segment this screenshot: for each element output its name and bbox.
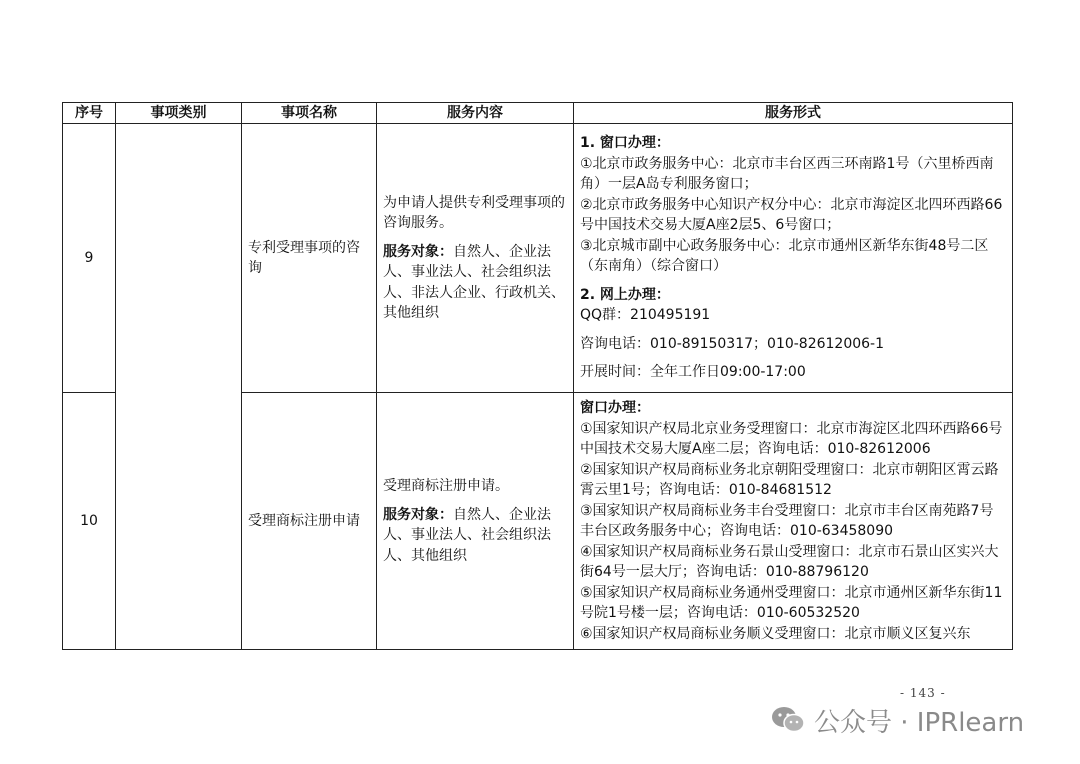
- form-hours: 开展时间：全年工作日09:00-17:00: [580, 364, 806, 381]
- form-qq: QQ群：210495191: [580, 307, 711, 324]
- header-name: 事项名称: [242, 103, 377, 124]
- row-name: 专利受理事项的咨询: [242, 124, 377, 393]
- form-line: ③国家知识产权局商标业务丰台受理窗口：北京市丰台区南苑路7号丰台区政务服务中心；咨询电话：010-63458090: [580, 502, 994, 539]
- form-line: ③北京城市副中心政务服务中心：北京市通州区新华东街48号二区（东南角）（综合窗口）: [580, 237, 989, 275]
- form-section-title: 1. 窗口办理：: [580, 135, 670, 152]
- form-line: ②北京市政务服务中心知识产权分中心：北京市海淀区北四环西路66号中国技术交易大厦A座2层5、6号窗口；: [580, 196, 1003, 234]
- form-line: ④国家知识产权局商标业务石景山受理窗口：北京市石景山区实兴大街64号一层大厅；咨询电话：010-88796120: [580, 543, 999, 580]
- table-row: [63, 124, 1013, 393]
- row-content: [377, 124, 574, 393]
- header-content: 服务内容: [377, 103, 574, 124]
- object-label: 服务对象：: [383, 506, 453, 523]
- object-text: 自然人、企业法人、事业法人、社会组织法人、其他组织: [383, 506, 551, 564]
- form-line: ①国家知识产权局北京业务受理窗口：北京市海淀区北四环西路66号中国技术交易大厦A座二层；咨询电话：010-82612006: [580, 420, 1003, 457]
- form-section-title: 2. 网上办理：: [580, 286, 670, 303]
- header-no: 序号: [63, 103, 116, 124]
- form-section-title: 窗口办理：: [580, 400, 650, 416]
- content-object: [383, 242, 567, 324]
- table-header-row: [63, 103, 1013, 124]
- category-cell: [116, 124, 242, 650]
- form-line: ⑤国家知识产权局商标业务通州受理窗口：北京市通州区新华东街11号院1号楼一层；咨询电话：010-60532520: [580, 584, 1003, 621]
- form-line: ②国家知识产权局商标业务北京朝阳受理窗口：北京市朝阳区霄云路霄云里1号；咨询电话：010-84681512: [580, 461, 999, 498]
- row-form: [574, 124, 1013, 393]
- form-line: ⑥国家知识产权局商标业务顺义受理窗口：北京市顺义区复兴东: [580, 625, 971, 642]
- header-category: 事项类别: [116, 103, 242, 124]
- content-intro: 为申请人提供专利受理事项的咨询服务。: [383, 194, 565, 231]
- watermark-text: 公众号 · IPRlearn: [814, 707, 1025, 738]
- row-name: 受理商标注册申请: [242, 393, 377, 650]
- content-object: [383, 505, 567, 567]
- row-content: [377, 393, 574, 650]
- row-form: [574, 393, 1013, 650]
- object-label: 服务对象：: [383, 243, 453, 260]
- row-no: 10: [63, 393, 116, 650]
- service-table: [62, 102, 1013, 650]
- content-intro: 受理商标注册申请。: [383, 478, 509, 494]
- row-no: 9: [63, 124, 116, 393]
- wechat-icon: [770, 705, 806, 735]
- header-form: 服务形式: [574, 103, 1013, 124]
- form-line: ①北京市政务服务中心：北京市丰台区西三环南路1号（六里桥西南角）一层A岛专利服务窗口；: [580, 155, 994, 193]
- object-text: 自然人、企业法人、事业法人、社会组织法人、非法人企业、行政机关、其他组织: [383, 243, 565, 321]
- form-phone: 咨询电话：010-89150317；010-82612006-1: [580, 335, 885, 352]
- page-number: - 143 -: [900, 686, 946, 700]
- watermark: [770, 700, 1024, 740]
